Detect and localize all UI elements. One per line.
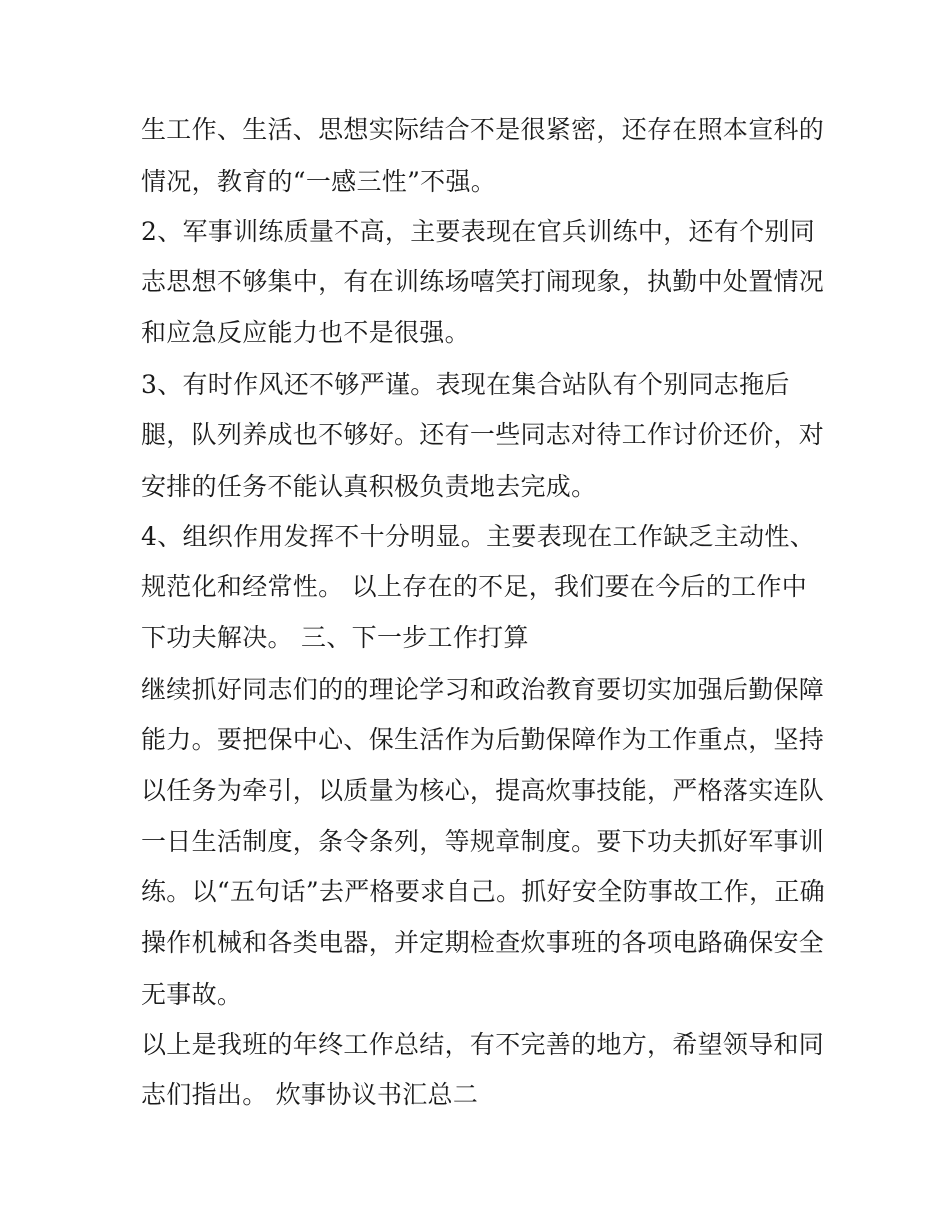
text-line: 操作机械和各类电器，并定期检查炊事班的各项电路确保安全 <box>141 928 825 957</box>
text-line: 和应急反应能力也不是很强。 <box>141 318 470 347</box>
text-line: 以任务为牵引，以质量为核心，提高炊事技能，严格落实连队 <box>141 776 825 805</box>
text-line: 练。以“五句话”去严格要求自己。抓好安全防事故工作，正确 <box>141 877 825 906</box>
text-line: 安排的任务不能认真积极负责地去完成。 <box>141 472 597 501</box>
text-line: 无事故。 <box>141 980 243 1009</box>
text-line: 志们指出。 炊事协议书汇总二 <box>141 1080 479 1109</box>
text-line: 情况，教育的“一感三性”不强。 <box>141 167 497 196</box>
text-line: 以上是我班的年终工作总结，有不完善的地方，希望领导和同 <box>141 1030 825 1059</box>
text-line: 4、组织作用发挥不十分明显。主要表现在工作缺乏主动性、 <box>141 522 816 551</box>
text-line: 能力。要把保中心、保生活作为后勤保障作为工作重点，坚持 <box>141 725 825 754</box>
text-line: 继续抓好同志们的的理论学习和政治教育要切实加强后勤保障 <box>141 675 825 704</box>
text-line: 腿，队列养成也不够好。还有一些同志对待工作讨价还价，对 <box>141 420 825 449</box>
text-line: 2、军事训练质量不高，主要表现在官兵训练中，还有个别同 <box>141 217 816 246</box>
text-line: 规范化和经常性。 以上存在的不足，我们要在今后的工作中 <box>141 572 808 601</box>
text-line: 志思想不够集中，有在训练场嘻笑打闹现象，执勤中处置情况 <box>141 267 825 296</box>
text-line: 一日生活制度，条令条列，等规章制度。要下功夫抓好军事训 <box>141 827 825 856</box>
text-line: 下功夫解决。 三、下一步工作打算 <box>141 623 529 652</box>
text-line: 生工作、生活、思想实际结合不是很紧密，还存在照本宣科的 <box>141 115 825 144</box>
text-line: 3、有时作风还不够严谨。表现在集合站队有个别同志拖后 <box>141 370 790 399</box>
